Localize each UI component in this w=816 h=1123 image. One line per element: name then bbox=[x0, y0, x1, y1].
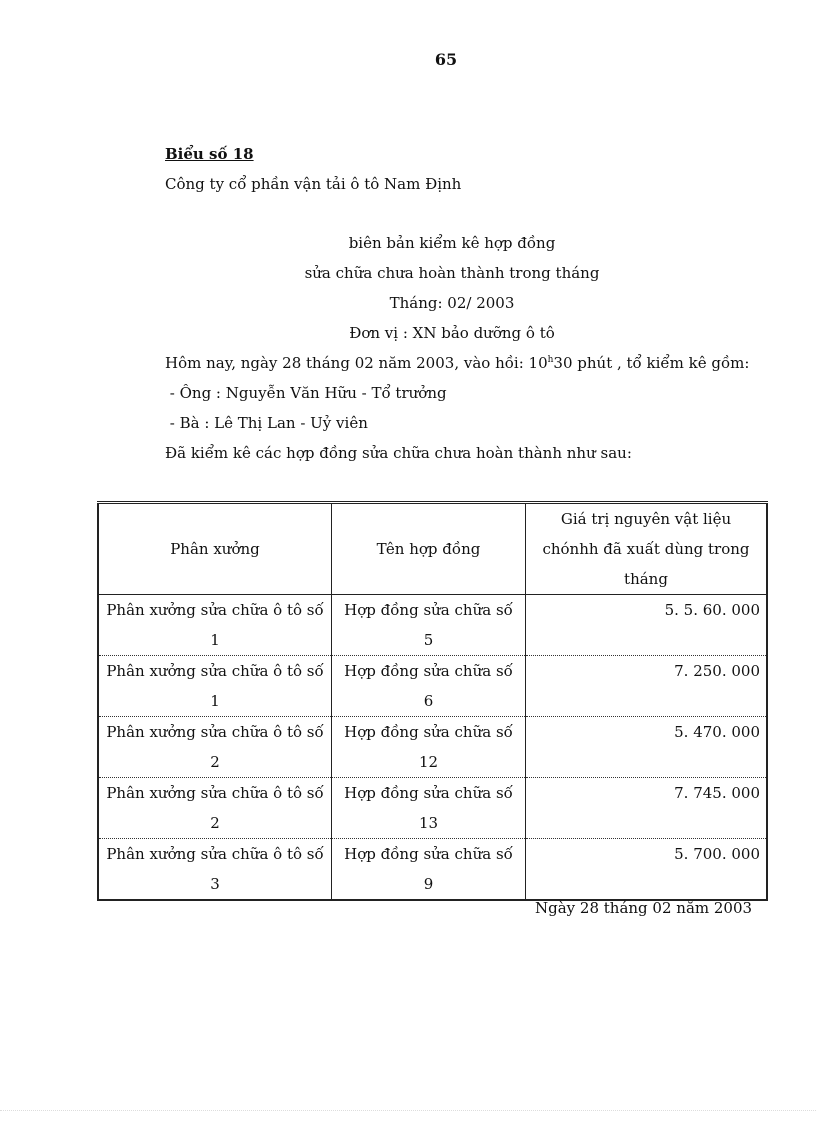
cell-contract: Hợp đồng sửa chữa số 9 bbox=[332, 839, 526, 901]
statement: Đã kiểm kê các hợp đồng sửa chữa chưa hoàn thành như sau: bbox=[165, 444, 632, 462]
cell-contract: Hợp đồng sửa chữa số 12 bbox=[332, 717, 526, 778]
company-name: Công ty cổ phần vận tải ô tô Nam Định bbox=[165, 175, 462, 193]
doc-unit: Đơn vị : XN bảo dưỡng ô tô bbox=[349, 324, 555, 342]
member-2: - Bà : Lê Thị Lan - Uỷ viên bbox=[165, 414, 368, 432]
form-number: Biểu số 18 bbox=[165, 145, 254, 163]
inventory-table bbox=[97, 501, 768, 901]
table-header-row bbox=[98, 503, 767, 595]
table-row bbox=[98, 656, 767, 717]
page-bottom-rule bbox=[0, 1110, 816, 1111]
date-signed: Ngày 28 tháng 02 năm 2003 bbox=[535, 899, 753, 917]
doc-title: biên bản kiểm kê hợp đồng bbox=[348, 234, 556, 252]
cell-contract: Hợp đồng sửa chữa số 5 bbox=[332, 595, 526, 656]
header-contract: Tên hợp đồng bbox=[332, 503, 526, 595]
page-number: 65 bbox=[434, 50, 458, 69]
table-row bbox=[98, 717, 767, 778]
table-row bbox=[98, 839, 767, 901]
cell-workshop: Phân xưởng sửa chữa ô tô số 1 bbox=[98, 656, 332, 717]
cell-value: 5. 470. 000 bbox=[526, 717, 768, 778]
doc-month: Tháng: 02/ 2003 bbox=[389, 294, 515, 312]
cell-value: 7. 745. 000 bbox=[526, 778, 768, 839]
cell-workshop: Phân xưởng sửa chữa ô tô số 2 bbox=[98, 778, 332, 839]
table-row bbox=[98, 595, 767, 656]
doc-subtitle: sửa chữa chưa hoàn thành trong tháng bbox=[304, 264, 600, 282]
intro-before: Hôm nay, ngày 28 tháng 02 năm 2003, vào hồi: 10 bbox=[165, 354, 548, 372]
cell-contract: Hợp đồng sửa chữa số 13 bbox=[332, 778, 526, 839]
intro-line bbox=[165, 354, 749, 372]
cell-value: 5. 700. 000 bbox=[526, 839, 768, 901]
cell-workshop: Phân xưởng sửa chữa ô tô số 3 bbox=[98, 839, 332, 901]
cell-value: 5. 5. 60. 000 bbox=[664, 601, 760, 619]
header-value: Giá trị nguyên vật liệu chónhh đã xuất dùng trong tháng bbox=[526, 503, 768, 595]
intro-after: 30 phút , tổ kiểm kê gồm: bbox=[553, 354, 750, 372]
member-1: - Ông : Nguyễn Văn Hữu - Tổ trưởng bbox=[165, 384, 447, 402]
header-workshop: Phân xưởng bbox=[98, 503, 332, 595]
cell-value: 7. 250. 000 bbox=[526, 656, 768, 717]
table-row bbox=[98, 778, 767, 839]
cell-contract: Hợp đồng sửa chữa số 6 bbox=[332, 656, 526, 717]
intro-hour-mark: h bbox=[547, 355, 554, 365]
cell-workshop: Phân xưởng sửa chữa ô tô số 2 bbox=[98, 717, 332, 778]
cell-workshop: Phân xưởng sửa chữa ô tô số 1 bbox=[98, 595, 332, 656]
